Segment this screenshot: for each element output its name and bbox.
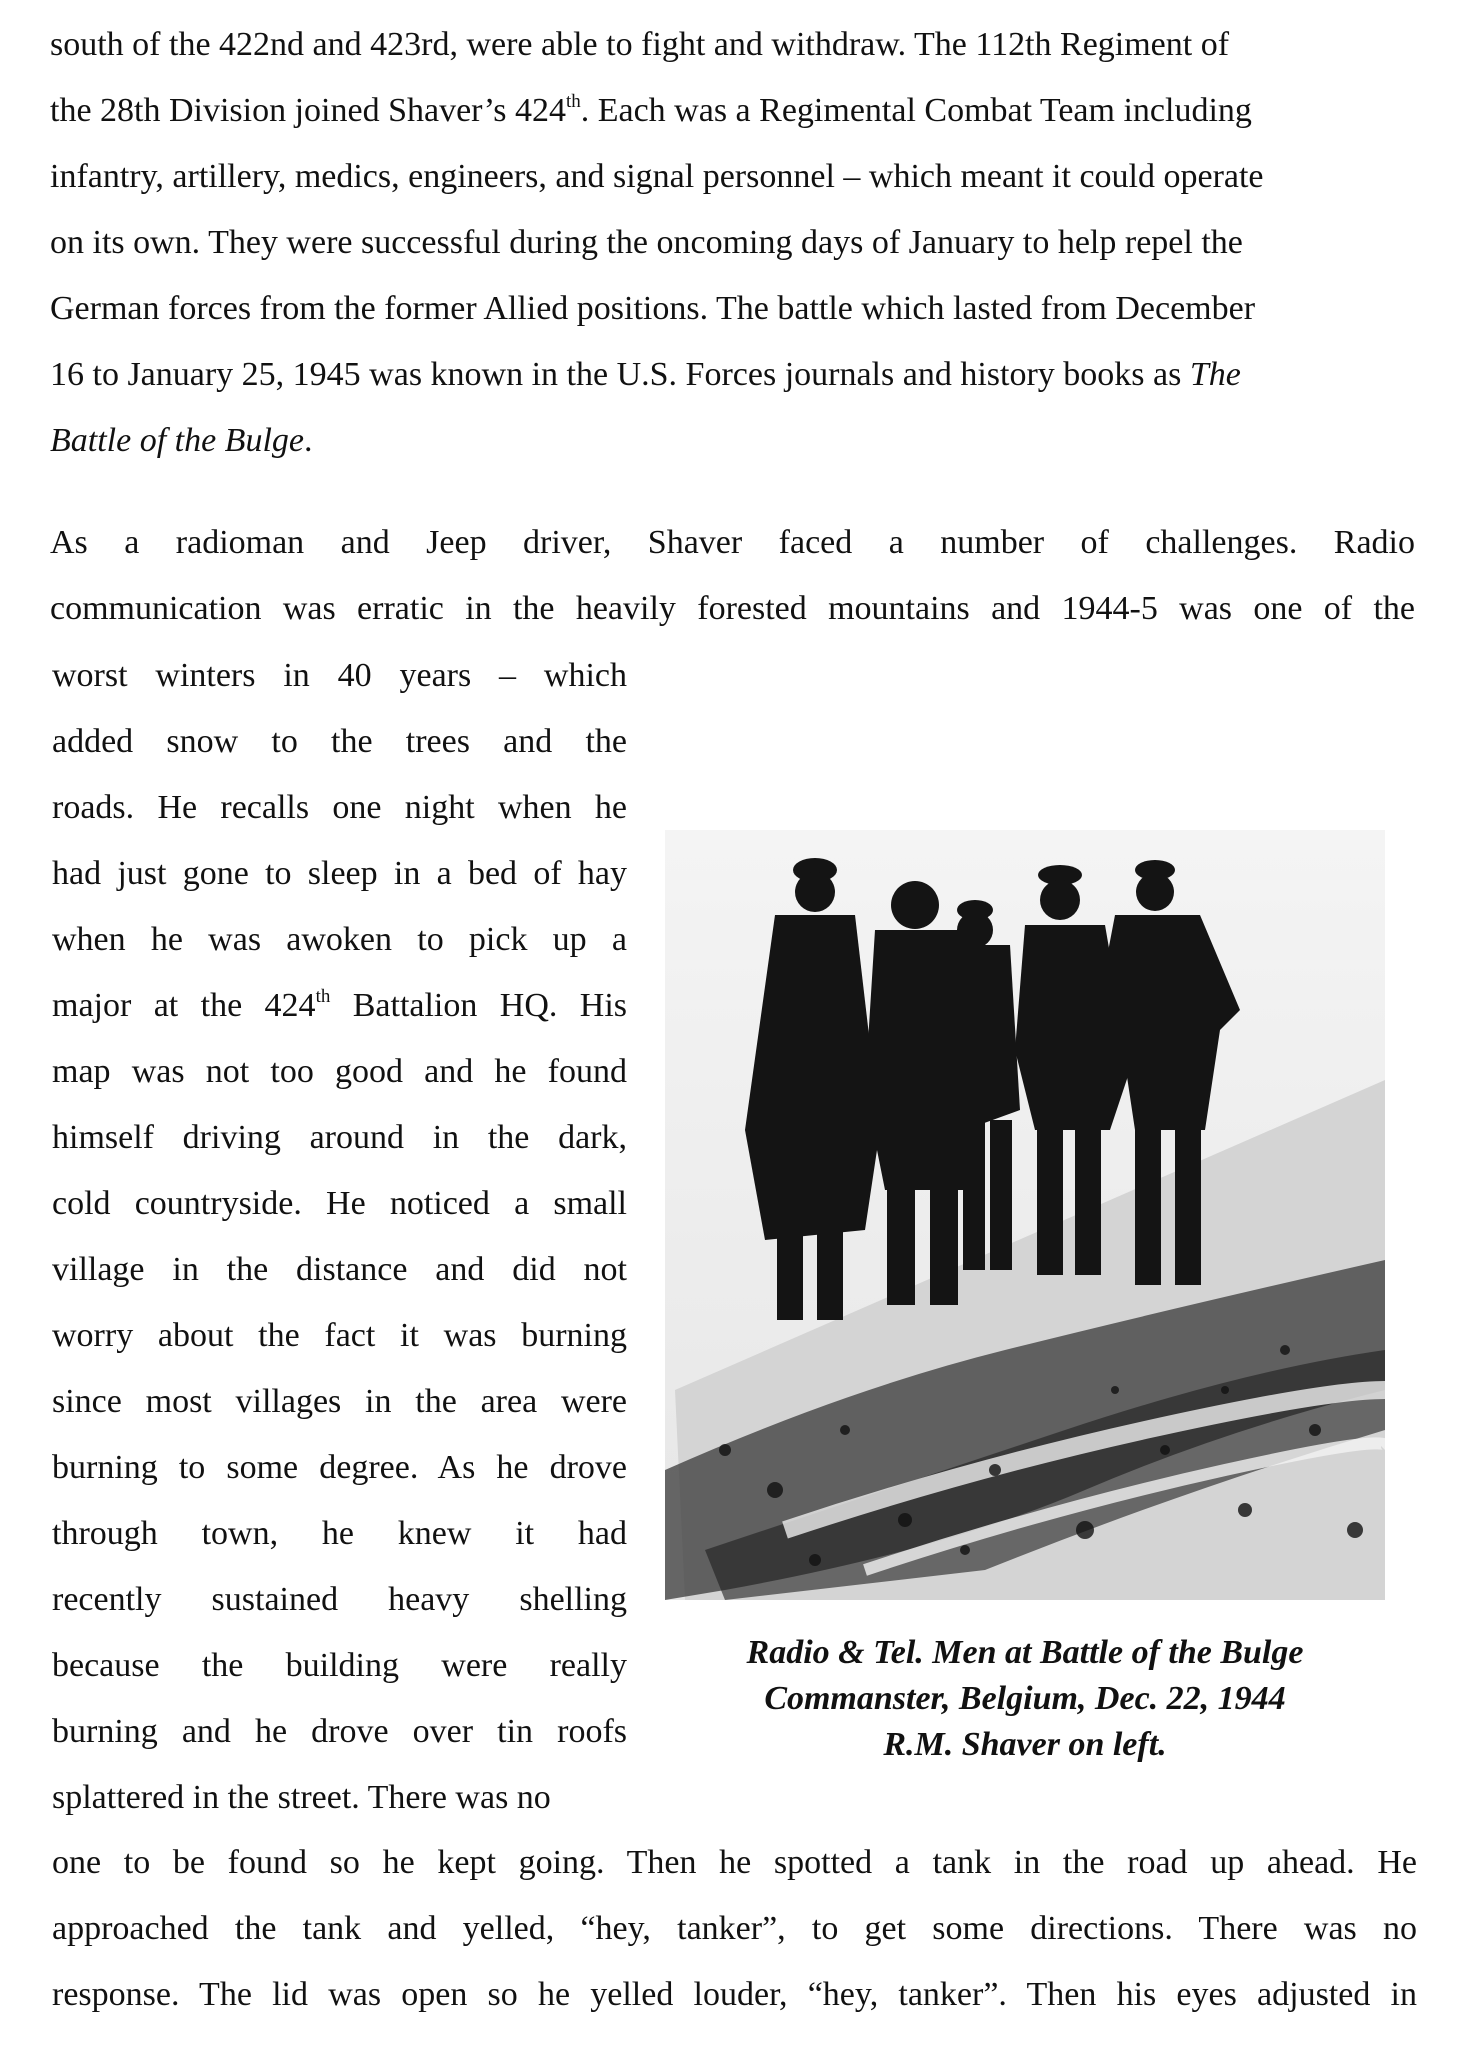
paragraph-2 <box>50 510 1415 642</box>
column-line: added snow to the trees and the <box>52 723 627 760</box>
column-line: burning to some degree. As he drove <box>52 1449 627 1486</box>
column-line: since most villages in the area were <box>52 1383 627 1420</box>
paragraph-1-line-2b: . Each was a Regimental Combat Team including <box>580 92 1252 129</box>
column-line: cold countryside. He noticed a small <box>52 1185 627 1222</box>
paragraph-1-end: . <box>304 422 313 459</box>
paragraph-1-line-5: German forces from the former Allied positions. The battle which lasted from December <box>50 290 1256 327</box>
paragraph-continuation <box>52 1830 1417 2028</box>
paragraph-1-line-6: 16 to January 25, 1945 was known in the U.S. Forces journals and history books as <box>50 356 1182 393</box>
book-title-part-2: Battle of the Bulge <box>50 422 304 459</box>
paragraph-1-line-3: infantry, artillery, medics, engineers, and signal personnel – which meant it could operate <box>50 158 1264 195</box>
column-line: map was not too good and he found <box>52 1053 627 1090</box>
wrapped-text-column <box>52 643 627 1831</box>
paragraph-1-line-1: south of the 422nd and 423rd, were able to fight and withdraw. The 112th Regiment of <box>50 26 1230 63</box>
caption-line-1: Radio & Tel. Men at Battle of the Bulge <box>746 1634 1304 1671</box>
column-line: village in the distance and did not <box>52 1251 627 1288</box>
caption-line-3: R.M. Shaver on left. <box>883 1726 1167 1763</box>
bottom-line: approached the tank and yelled, “hey, tanker”, to get some directions. There was no <box>52 1910 1417 1947</box>
column-line: recently sustained heavy shelling <box>52 1581 627 1618</box>
column-line: burning and he drove over tin roofs <box>52 1713 627 1750</box>
ordinal-suffix: th <box>565 91 581 112</box>
column-line: because the building were really <box>52 1647 627 1684</box>
column-line: roads. He recalls one night when he <box>52 789 627 826</box>
paragraph-1-line-4: on its own. They were successful during the oncoming days of January to help repel the <box>50 224 1243 261</box>
column-line: through town, he knew it had <box>52 1515 627 1552</box>
column-line: had just gone to sleep in a bed of hay <box>52 855 627 892</box>
photo-caption <box>640 1630 1410 1768</box>
column-line-6a: major at the 424 <box>52 987 316 1024</box>
book-title-part-1: The <box>1189 356 1241 393</box>
paragraph-2-line-1: As a radioman and Jeep driver, Shaver faced a number of challenges. Radio <box>50 524 1415 561</box>
ordinal-suffix: th <box>315 986 331 1007</box>
paragraph-1 <box>50 12 1415 474</box>
bottom-line: one to be found so he kept going. Then he spotted a tank in the road up ahead. He <box>52 1844 1417 1881</box>
column-line: worst winters in 40 years – which <box>52 657 627 694</box>
column-line-6b: Battalion HQ. His <box>330 987 627 1024</box>
battle-photo <box>665 830 1385 1600</box>
column-line: worry about the fact it was burning <box>52 1317 627 1354</box>
column-line-with-sup <box>52 973 627 1039</box>
column-line: when he was awoken to pick up a <box>52 921 627 958</box>
column-line: himself driving around in the dark, <box>52 1119 627 1156</box>
paragraph-2-line-2: communication was erratic in the heavily forested mountains and 1944-5 was one of the <box>50 590 1415 627</box>
caption-line-2: Commanster, Belgium, Dec. 22, 1944 <box>764 1680 1286 1717</box>
paragraph-1-line-2a: the 28th Division joined Shaver’s 424 <box>50 92 566 129</box>
bottom-line: response. The lid was open so he yelled louder, “hey, tanker”. Then his eyes adjusted in <box>52 1976 1417 2013</box>
column-line: splattered in the street. There was no <box>52 1779 551 1816</box>
